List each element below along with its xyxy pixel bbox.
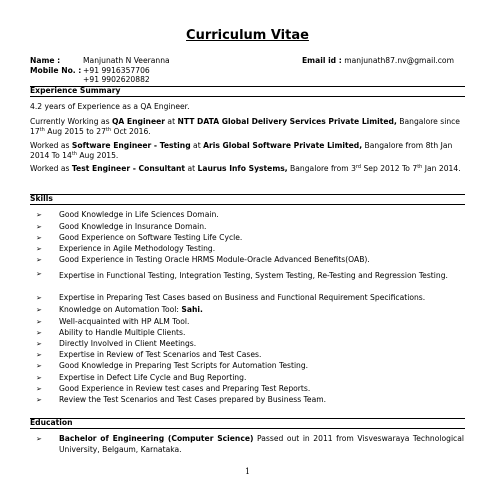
document-title: Curriculum Vitae [186, 28, 309, 43]
skill-text: Expertise in Defect Life Cycle and Bug Reporting. [59, 373, 247, 382]
skill-text: Experience in Agile Methodology Testing. [59, 244, 216, 253]
arrow-bullet-icon: ➢ [36, 374, 42, 382]
skill-text-part: Knowledge on Automation Tool: [59, 305, 182, 314]
page-number: 1 [244, 467, 251, 476]
name-label: Name : [30, 56, 61, 65]
job-text: Oct 2016. [111, 126, 151, 136]
skill-text: Expertise in Preparing Test Cases based on Business and Functional Requirement Specifications. [59, 293, 426, 302]
arrow-bullet-icon: ➢ [36, 223, 42, 231]
date-suffix: th [71, 150, 77, 157]
job-text: at [190, 141, 204, 150]
section-rule-education-bottom [30, 428, 465, 429]
education-details: Passed out in 2011 from Visveswaraya Technological University, Belgaum, Karnataka. [59, 434, 464, 454]
job-text: Worked as [30, 141, 72, 150]
job-role: Test Engineer - Consultant [71, 164, 186, 173]
job-text: Jan 2014. [422, 164, 461, 173]
job-text: Aug 2015. [76, 150, 119, 160]
skill-text: Good Experience in Review test cases and Preparing Test Reports. [59, 384, 311, 393]
job-company: Aris Global Software Private Limited, [203, 141, 363, 150]
skill-text: Good Experience on Software Testing Life Cycle. [59, 233, 243, 242]
skill-text: Good Knowledge in Preparing Test Scripts for Automation Testing. [59, 361, 309, 370]
job-text: Bangalore since 17 [30, 117, 460, 136]
job-role: Software Engineer - Testing [71, 141, 191, 150]
job-text: at [165, 117, 178, 126]
skill-text: Review the Test Scenarios and Test Cases prepared by Business Team. [59, 395, 327, 404]
skill-text: Good Experience in Testing Oracle HRMS Module-Oracle Advanced Benefits(OAB). [59, 255, 370, 264]
mobile-number-1: +91 9916357706 [83, 66, 150, 75]
contact-email-line [302, 56, 454, 66]
job-text: Bangalore from 8th Jan 2014 To 14 [30, 141, 453, 160]
date-suffix: rd [355, 164, 362, 170]
date-suffix: th [105, 126, 112, 133]
arrow-bullet-icon: ➢ [36, 211, 42, 219]
date-suffix: th [417, 164, 423, 170]
experience-heading: Experience Summary [30, 86, 121, 95]
skill-text: Expertise in Functional Testing, Integration Testing, System Testing, Re-Testing and Regression Testing. [59, 271, 448, 280]
arrow-bullet-icon: ➢ [36, 234, 42, 242]
automation-tool-name: Sahi. [181, 305, 203, 314]
job-company: NTT DATA Global Delivery Services Private Limited, [177, 117, 397, 126]
arrow-bullet-icon: ➢ [36, 294, 42, 302]
job-entry [30, 164, 466, 174]
arrow-bullet-icon: ➢ [36, 270, 42, 278]
education-text [59, 434, 464, 455]
email-value: manjunath87.nv@gmail.com [344, 56, 454, 65]
arrow-bullet-icon: ➢ [36, 340, 42, 348]
arrow-bullet-icon: ➢ [36, 318, 42, 326]
arrow-bullet-icon: ➢ [36, 306, 42, 314]
job-text: Worked as [30, 164, 72, 173]
section-rule-education [30, 418, 465, 419]
mobile-number-2: +91 9902620882 [83, 75, 150, 84]
arrow-bullet-icon: ➢ [36, 435, 42, 443]
contact-name-line [30, 56, 170, 66]
arrow-bullet-icon: ➢ [36, 385, 42, 393]
education-heading: Education [30, 418, 73, 427]
skill-text: Directly Involved in Client Meetings. [59, 339, 197, 348]
arrow-bullet-icon: ➢ [36, 351, 42, 359]
skill-text: Good Knowledge in Insurance Domain. [59, 222, 207, 231]
skill-text: Good Knowledge in Life Sciences Domain. [59, 210, 219, 219]
mobile-label: Mobile No. : [30, 66, 82, 75]
job-role: QA Engineer [111, 117, 166, 126]
skill-text [59, 305, 464, 315]
job-text: Currently Working as [30, 117, 112, 126]
skill-text: Well-acquainted with HP ALM Tool. [59, 317, 190, 326]
contact-mobile-line-2 [83, 75, 150, 85]
email-label: Email id : [302, 56, 342, 65]
section-rule-experience-bottom [30, 96, 465, 97]
skill-text: Ability to Handle Multiple Clients. [59, 328, 186, 337]
job-entry [30, 141, 466, 160]
section-rule-skills-bottom [30, 204, 465, 205]
job-company: Laurus Info Systems, [197, 164, 288, 173]
arrow-bullet-icon: ➢ [36, 362, 42, 370]
name-value: Manjunath N Veeranna [83, 56, 170, 65]
job-entry [30, 117, 466, 136]
arrow-bullet-icon: ➢ [36, 329, 42, 337]
arrow-bullet-icon: ➢ [36, 245, 42, 253]
arrow-bullet-icon: ➢ [36, 256, 42, 264]
date-suffix: th [39, 126, 45, 133]
job-text: Sep 2012 To 7 [361, 164, 418, 173]
job-text: at [185, 164, 198, 173]
section-rule-skills [30, 194, 465, 195]
job-text: Bangalore from 3 [287, 164, 356, 173]
experience-summary: 4.2 years of Experience as a QA Engineer. [30, 102, 190, 111]
job-text: Aug 2015 to 27 [44, 126, 106, 136]
skill-text: Expertise in Review of Test Scenarios and Test Cases. [59, 350, 262, 359]
degree-name: Bachelor of Engineering (Computer Science) [59, 434, 254, 443]
arrow-bullet-icon: ➢ [36, 396, 42, 404]
skills-heading: Skills [30, 194, 53, 203]
